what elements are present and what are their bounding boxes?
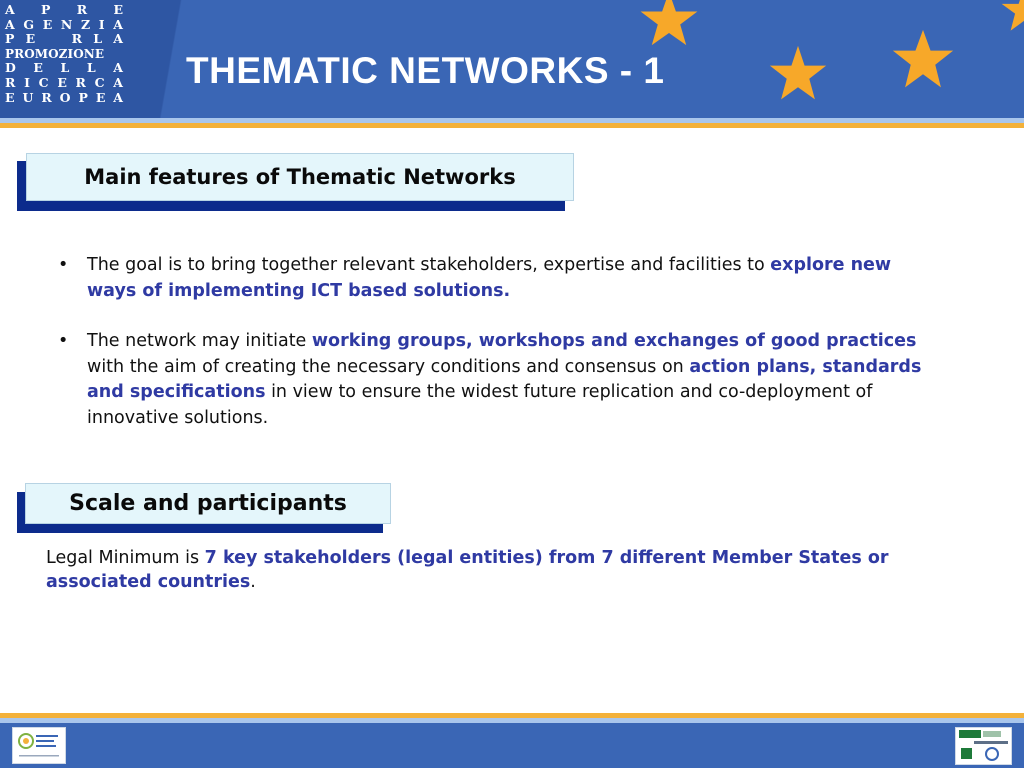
certification-icon [956,728,1011,764]
list-item: • The network may initiate working groups, workshops and exchanges of good practices with the aim of creating the necessary conditions and consensus on action plans, standards and specifications in view to ensure the widest future replication and co-deployment of innovative solutions. [58,331,922,428]
logo-line: D E L L A [5,60,123,76]
logo-line: A G E N Z I A [5,16,123,32]
star-icon [888,28,958,94]
star-icon [996,0,1024,36]
scale-heading: Scale and participants [25,483,391,524]
features-bullet-list [56,253,936,456]
enterprise-europe-network-logo [12,727,66,764]
highlighted-text: 7 key stakeholders (legal entities) from 7 different Member States or associated countries [46,548,889,592]
logo-line: E U R O P E A [5,89,123,105]
een-logo-icon [13,728,65,763]
cisq-certification-logo [955,727,1012,765]
apre-logo [5,3,123,105]
star-icon [633,0,705,52]
highlighted-text: explore new ways of implementing ICT based solutions. [87,255,892,301]
legal-minimum-text: Legal Minimum is 7 key stakeholders (legal entities) from 7 different Member States or associated countries. [46,548,889,592]
logo-line: A P R E [5,2,123,17]
footer-bar [0,723,1024,768]
highlighted-text: action plans, standards and specifications [87,356,922,402]
star-icon [765,44,831,106]
header-divider-accent [0,123,1024,128]
bullet-icon: • [58,331,69,351]
bullet-icon: • [58,255,69,275]
scale-heading-box [17,483,391,533]
list-item: • The goal is to bring together relevant stakeholders, expertise and facilities to explore new ways of implementing ICT based solutions. [58,255,892,301]
logo-line: P E R L A [5,31,123,47]
logo-line: PROMOZIONE [5,46,105,61]
features-heading: Main features of Thematic Networks [26,153,574,201]
highlighted-text: working groups, workshops and exchanges of good practices [311,331,917,351]
features-heading-box [17,153,574,211]
header-banner [0,0,1024,118]
logo-line: R I C E R C A [5,74,123,90]
page-title: THEMATIC NETWORKS - 1 [186,50,665,91]
